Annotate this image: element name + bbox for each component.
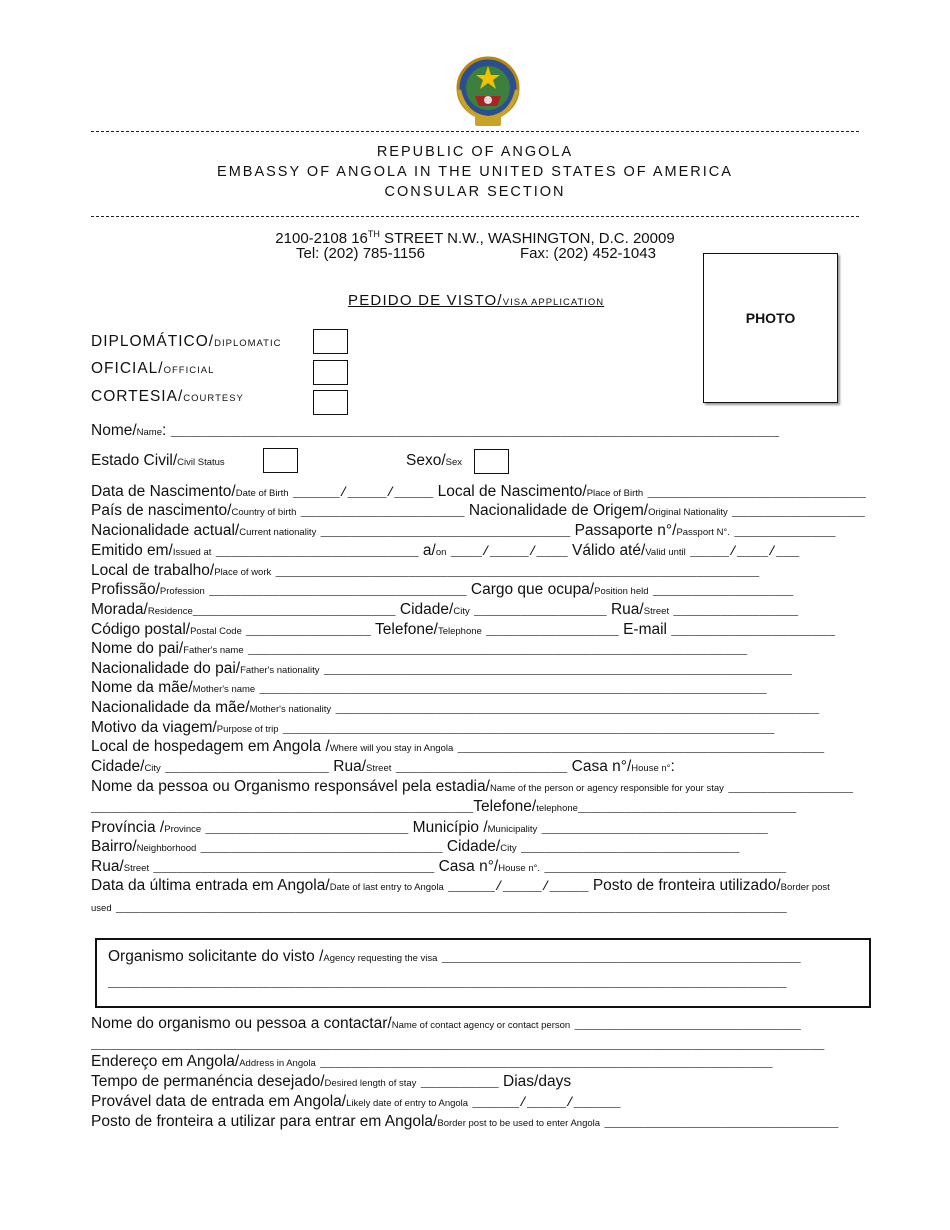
- neighborhood-row[interactable]: Bairro/Neighborhood _______________________________ Cidade/City ____________________________: [91, 838, 740, 855]
- entry-border-post-row[interactable]: Posto de fronteira a utilizar para entrar em Angola/Border post to be used to enter Angola ______________________________: [91, 1113, 839, 1130]
- embassy-address: 2100-2108 16TH STREET N.W., WASHINGTON, D.C. 20009: [275, 229, 675, 247]
- header-embassy: EMBASSY OF ANGOLA IN THE UNITED STATES OF AMERICA: [217, 164, 733, 180]
- nationality-passport-row[interactable]: Nacionalidade actual/Current nationality ________________________________ Passaporte n°/Passport N°. _____________: [91, 522, 836, 539]
- issued-row[interactable]: Emitido em/Issued at __________________________ a/on ____/_____/____ Válido até/Valid until _____/____/___: [91, 542, 800, 559]
- responsible-row[interactable]: Nome da pessoa ou Organismo responsável pela estadia/Name of the person or agency responsible for your stay ________________: [91, 778, 854, 795]
- stay-place-row[interactable]: Local de hospedagem em Angola /Where will you stay in Angola _______________________________________________: [91, 738, 825, 755]
- father-name-row[interactable]: Nome do pai/Father's name ________________________________________________________________: [91, 640, 748, 657]
- agency-requesting-row[interactable]: Organismo solicitante do visto /Agency requesting the visa ______________________________________________: [108, 948, 801, 965]
- visa-type-courtesy: CORTESIA/COURTESY: [91, 388, 244, 405]
- photo-box: [703, 253, 838, 403]
- form-title: PEDIDO DE VISTO/VISA APPLICATION: [348, 292, 605, 309]
- official-checkbox[interactable]: [313, 360, 348, 385]
- postal-row[interactable]: Código postal/Postal Code ________________ Telefone/Telephone _________________ E-mail _____________________: [91, 621, 836, 638]
- angola-coat-of-arms-emblem: [455, 56, 521, 128]
- diplomatic-checkbox[interactable]: [313, 329, 348, 354]
- top-divider: [91, 131, 859, 132]
- purpose-row[interactable]: Motivo da viagem/Purpose of trip _______________________________________________________________: [91, 719, 775, 736]
- province-row[interactable]: Província /Province __________________________ Município /Municipality _____________________________: [91, 819, 768, 836]
- photo-label: PHOTO: [745, 310, 796, 326]
- middle-divider: [91, 216, 859, 217]
- profession-row[interactable]: Profissão/Profession _________________________________ Cargo que ocupa/Position held __________________: [91, 581, 794, 598]
- agency-requesting-line2[interactable]: _______________________________________________________________________________________: [108, 975, 787, 990]
- courtesy-checkbox[interactable]: [313, 390, 348, 415]
- stay-address-row[interactable]: Cidade/City _____________________ Rua/Street ______________________ Casa n°/House n°:: [91, 758, 675, 775]
- father-nationality-row[interactable]: Nacionalidade do pai/Father's nationality ____________________________________________________________: [91, 660, 792, 677]
- visa-type-diplomatic: DIPLOMÁTICO/DIPLOMATIC: [91, 333, 282, 350]
- length-of-stay-row[interactable]: Tempo de permanéncia desejado/Desired length of stay __________ Dias/days: [91, 1073, 572, 1090]
- street-row[interactable]: Rua/Street ____________________________________ Casa n°/House n°. _______________________________: [91, 858, 787, 875]
- mother-name-row[interactable]: Nome da mãe/Mother's name _________________________________________________________________: [91, 679, 767, 696]
- address-angola-row[interactable]: Endereço em Angola/Address in Angola __________________________________________________________: [91, 1053, 773, 1070]
- border-post-used-row[interactable]: used ______________________________________________________________________________________: [91, 900, 787, 915]
- country-birth-row[interactable]: País de nascimento/Country of birth _____________________ Nacionalidade de Origem/Original Nationality _________________: [91, 502, 865, 519]
- sex-box[interactable]: [474, 449, 509, 474]
- mother-nationality-row[interactable]: Nacionalidade da mãe/Mother's nationality ______________________________________________________________: [91, 699, 820, 716]
- contact-line2[interactable]: ______________________________________________________________________________________________: [91, 1037, 825, 1052]
- header-country: REPUBLIC OF ANGOLA: [376, 144, 574, 160]
- embassy-telephone: Tel: (202) 785-1156: [296, 245, 425, 262]
- header-section: CONSULAR SECTION: [384, 184, 566, 200]
- birth-row[interactable]: Data de Nascimento/Date of Birth ______/_____/_____ Local de Nascimento/Place of Birth ____________________________: [91, 483, 866, 500]
- likely-entry-row[interactable]: Provável data de entrada em Angola/Likely date of entry to Angola ______/_____/______: [91, 1093, 621, 1110]
- place-of-work-row[interactable]: Local de trabalho/Place of work ______________________________________________________________: [91, 562, 760, 579]
- embassy-fax: Fax: (202) 452-1043: [520, 245, 656, 262]
- sex-label: Sexo/Sex: [406, 452, 463, 469]
- civil-status-label: Estado Civil/Civil Status: [91, 452, 225, 469]
- civil-status-box[interactable]: [263, 448, 298, 473]
- contact-row[interactable]: Nome do organismo ou pessoa a contactar/Name of contact agency or contact person _____________________________: [91, 1015, 801, 1032]
- residence-row[interactable]: Morada/Residence__________________________ Cidade/City _________________ Rua/Street ________________: [91, 601, 799, 618]
- name-field[interactable]: Nome/Name: ______________________________________________________________________________: [91, 422, 780, 439]
- responsible-telephone-row[interactable]: _________________________________________________Telefone/telephone____________________________: [91, 798, 797, 815]
- visa-type-official: OFICIAL/OFFICIAL: [91, 360, 215, 377]
- last-entry-row[interactable]: Data da última entrada em Angola/Date of last entry to Angola ______/_____/_____ Posto de fronteira utilizado/Border post: [91, 877, 830, 894]
